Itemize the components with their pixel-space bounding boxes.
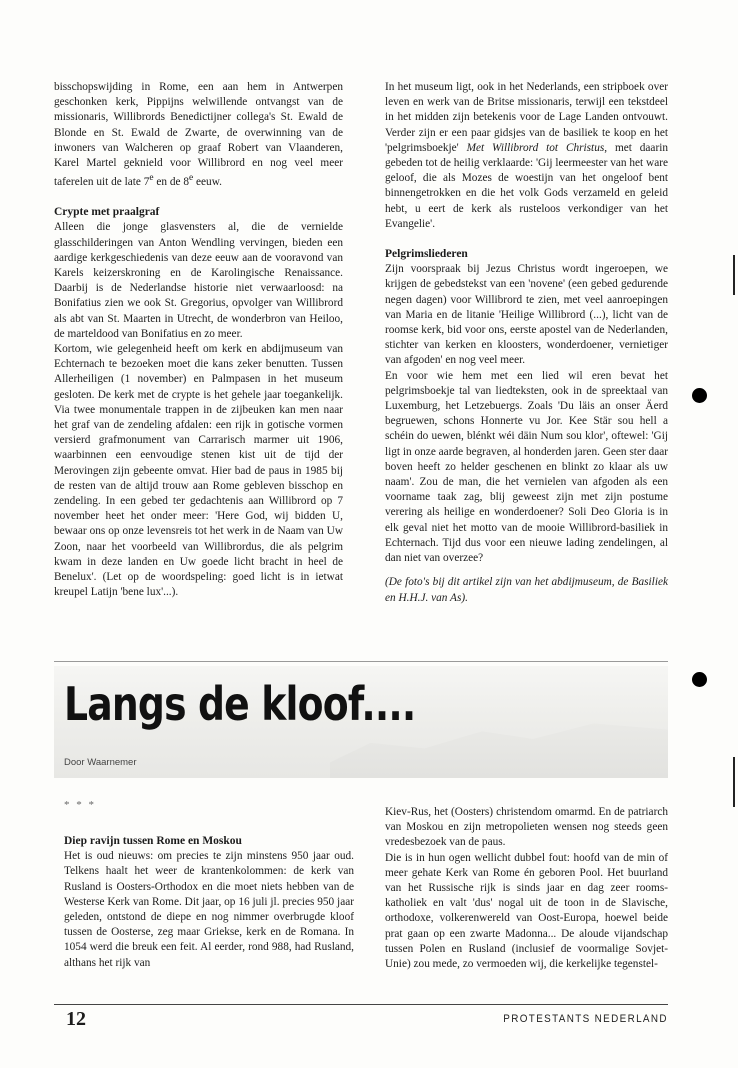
section-separator-stars: * * * [64,799,96,811]
text-run: , met daarin gebeden tot de heilig verklaarde: 'Gij leermeester van het ware geloof, die als Mozes de woestijn van het ongeloof bent binnengetrokken en die het volk Gods verzameld en geleid hebt, u eert de kerk als rusteloos verkondiger van het Evangelie'. [385,141,668,230]
paragraph: Kortom, wie gelegenheid heeft om kerk en abdijmuseum van Echternach te bezoeken moet die kans zeker benutten. Tussen Allerheiligen (1 november) en Palmpasen in het museum gesloten. De kerk met de crypte is het gehele jaar toegankelijk. Via twee monumentale trappen in de zijbeuken kan men naar het graf van de zendeling afdalen: een rijk in gotische vormen versierd grafmonument van Carrarisch marmer uit 1906, waarbinnen een eenvoudige stenen kist uit de tijd der Merovingen zijn gebeente omvat. Hier bad de paus in 1985 bij de resten van de altijd trouw aan Rome gebleven bisschop en zendeling. In een gebed ter gedachtenis aan Willibrord op 7 november heet het onder meer: 'Here God, wij bidden U, bewaar ons op onze levensreis tot het werk in de Naam van Uw Zoon, naar het voorbeeld van Willibrordus, die als pelgrim kwam in deze landen en Uw goede licht bracht in heel de Benelux'. (Let op de woordspeling: goed licht is in ietwat kreupel Latijn 'bene lux'...). [54,343,343,599]
page-number: 12 [66,1008,86,1030]
article-byline: Door Waarnemer [64,757,137,768]
binder-hole-icon [692,672,707,687]
text-run: eeuw. [193,175,222,188]
photo-caption: (De foto's bij dit artikel zijn van het abdijmuseum, de Basiliek en H.H.J. van As). [385,576,668,604]
paragraph: Zijn voorspraak bij Jezus Christus wordt ingeroepen, we krijgen de gebedstekst van een 'novene' (een gebed gedurende negen dagen) voor Willibrord te zien, met veel aanroepingen van Maria en de litanie 'Heilige Willibrord (...), licht van de roomse kerk, bid voor ons, eerste apostel van de Nederlanden, stichter van kerken en kloosters, wonderdoener, vernietiger van afgoden' en nog veel meer. [385,263,668,367]
bottom-right-column [385,805,668,972]
article-title: Langs de kloof.... [64,677,416,731]
top-right-column [385,80,668,606]
paragraph: Die is in hun ogen wellicht dubbel fout: hoofd van de min of meer gehate Kerk van Rome én geboren Pool. Het buurland van het Russische rijk is sinds jaar en dag zeer rooms-katholiek en valt 'dus' nogal uit de toon in de Slavische, orthodoxe, volkerenwereld van Oost-Europa, hoewel beide prat gaan op een zwarte Madonna... De aloude vijandschap tussen Polen en Rusland (inclusief de voormalige Sovjet-Unie) zou mede, zo vermoeden wij, die kerkelijke tegenstel- [385,851,668,971]
magazine-name: PROTESTANTS NEDERLAND [503,1013,668,1025]
book-title: Met Willibrord tot Christus [466,141,605,154]
text-run: en de 8 [153,175,189,188]
section-heading: Diep ravijn tussen Rome en Moskou [64,835,242,847]
section-divider [54,661,668,662]
paragraph: En voor wie hem met een lied wil eren bevat het pelgrimsboekje tal van liedteksten, ook in de spreektaal van Luxemburg, het Letzebuergs. Zoals 'Du läis an onser Äerd begruewen, schons Honnerte vu Jor. Kee Stär sou hell a schéin do uewen, blénkt wéi däin Num sou klor', oftewel: 'Gij ligt in onze aarde begraven, al honderden jaren. Geen ster daar boven heeft zo helder geschenen en blinkt zo klaar als uw naam'. Zou de man, die het vernielen van afgoden als een voorname taak zag, blij geweest zijn met zijn postume verering als heilige en wonderdoener? Soli Deo Gloria is in elk geval niet het motto van de mooie Willibrord-basiliek in Echternach. Tijd dus voor een nieuwe lading zendelingen, al dan niet van overzee? [385,369,668,565]
paragraph: Alleen die jonge glasvensters al, die de vernielde glasschilderingen van Anton Wendling vervingen, bieden een aardige kerkgeschiedenis van deze eeuw aan de vooravond van Karels keizerskroning en de Karolingische Renaissance. Daarbij is de Nederlandse historie niet verwaarloosd: na Bonifatius zien we ook St. Gregorius, opvolger van Willibrord als abt van St. Maarten in Utrecht, de wonderbron van Heiloo, de marteldood van Bonifatius en zo meer. [54,221,343,340]
paragraph [385,80,668,232]
binder-hole-icon [692,388,707,403]
text-run: In het museum ligt, ook in het Nederlands, een stripboek over leven en werk van de Britse missionaris, terwijl een tekstdeel in het midden zijn betekenis voor de Lage Landen ontvouwt. Verder zijn er een paar gidsjes van de basiliek te koop en het 'pelgrimsboekje' [385,81,668,154]
text-run: bisschopswijding in Rome, een aan hem in Antwerpen geschonken kerk, Pippijns welwillende ontvangst van de missionaris, Willibrords Benedictijner collega's St. Ewald de Blonde en St. Ewald de Zwarte, de overwinning van de inwoners van Walcheren op graaf Robert van Vlaanderen, Karel Martel geknield voor Willibrord en nog veel meer taferelen uit de late 7 [54,81,343,188]
top-left-column [54,80,343,600]
superscript: e [149,173,154,184]
superscript: e [189,173,194,184]
section-heading: Pelgrimsliederen [385,248,468,261]
paragraph [54,80,343,190]
scan-edge-mark [733,757,735,807]
scan-edge-mark [733,255,735,295]
section-heading: Crypte met praalgraf [54,206,160,219]
footer-rule [54,1004,668,1005]
bottom-left-column [64,834,354,971]
paragraph: Kiev-Rus, het (Oosters) christendom omarmd. En de patriarch van Moskou en zijn metropolieten wensen nog steeds geen vredesbezoek van de paus. [385,806,668,849]
paragraph: Het is oud nieuws: om precies te zijn minstens 950 jaar oud. Telkens haalt het weer de krantenkolommen: de kerk van Rusland is Oosters-Orthodox en die moet niets hebben van de Westerse Kerk van Rome. Dit jaar, op 16 juli jl. precies 950 jaar geleden, ontstond de diepe en nog nimmer overbrugde kloof tussen de Oosterse, zeg maar Griekse, kerk en de Romana. In 1054 werd die breuk een feit. Al eerder, rond 988, had Rusland, althans het rijk van [64,850,354,969]
